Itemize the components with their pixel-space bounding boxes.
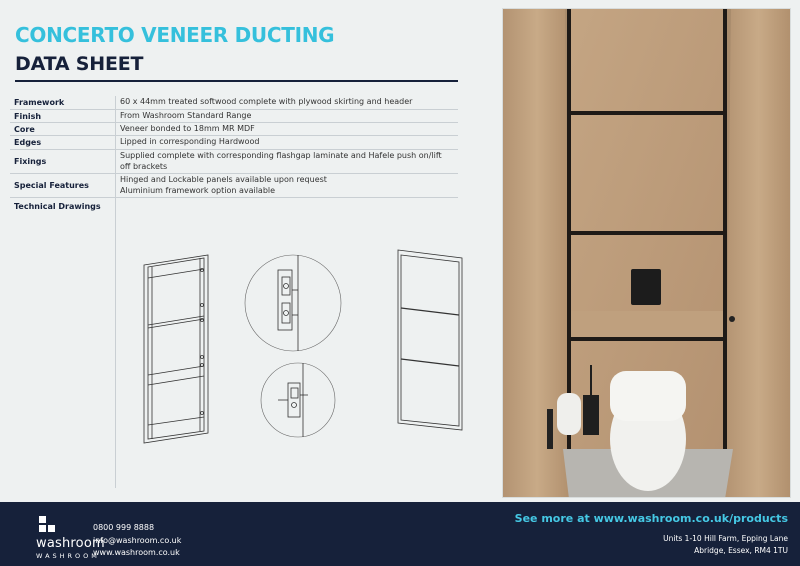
spec-label: Fixings xyxy=(10,150,116,173)
spec-value-text: From Washroom Standard Range xyxy=(120,110,252,120)
spec-row-edges xyxy=(10,136,458,150)
spec-value-text: Lipped in corresponding Hardwood xyxy=(120,137,260,147)
footer xyxy=(0,502,800,566)
spec-label: Technical Drawings xyxy=(10,198,116,488)
spec-row-fixings xyxy=(10,150,458,174)
spec-value xyxy=(116,123,458,135)
frame-elevation-drawing xyxy=(144,255,208,443)
website-link[interactable]: www.washroom.co.uk xyxy=(93,548,180,557)
spec-row-framework xyxy=(10,96,458,110)
spec-label: Edges xyxy=(10,136,116,149)
spec-value xyxy=(116,110,458,122)
spec-value-text: 60 x 44mm treated softwood complete with plywood skirting and header xyxy=(120,97,413,107)
email-link[interactable]: info@washroom.co.uk xyxy=(93,535,182,545)
title-divider xyxy=(15,80,458,82)
logo-text: washroom xyxy=(36,536,105,551)
spec-value-text: off brackets xyxy=(120,161,168,171)
spec-row-core xyxy=(10,123,458,136)
page-subtitle: DATA SHEET xyxy=(15,53,144,75)
spec-label: Finish xyxy=(10,110,116,122)
spec-value-text: Supplied complete with corresponding flashgap laminate and Hafele push on/lift xyxy=(120,151,442,160)
address-block xyxy=(663,533,788,556)
see-more-link[interactable]: See more at www.washroom.co.uk/products xyxy=(514,512,788,525)
address-line: Units 1-10 Hill Farm, Epping Lane xyxy=(663,534,788,543)
spec-value xyxy=(116,150,458,173)
spec-value-text: Hinged and Lockable panels available upon request xyxy=(120,175,327,184)
spec-label: Core xyxy=(10,123,116,135)
spec-value xyxy=(116,96,458,109)
spec-row-finish xyxy=(10,110,458,123)
product-photo xyxy=(502,8,791,498)
washroom-logo-icon xyxy=(37,514,57,534)
spec-value-text: Aluminium framework option available xyxy=(120,185,276,195)
page-title: CONCERTO VENEER DUCTING xyxy=(15,23,335,47)
bracket-section-drawing xyxy=(261,363,335,437)
panel-elevation-drawing xyxy=(398,250,462,430)
contact-block xyxy=(93,522,181,560)
bracket-detail-drawing xyxy=(245,255,341,351)
address-line: Abridge, Essex, RM4 1TU xyxy=(694,545,788,555)
veneer-ducting-photo xyxy=(503,9,791,498)
spec-value-text: Veneer bonded to 18mm MR MDF xyxy=(120,123,255,133)
spec-value xyxy=(116,174,458,197)
logo-subtext: WASHROOM xyxy=(36,552,100,560)
spec-value xyxy=(116,136,458,149)
spec-label: Special Features xyxy=(10,174,116,197)
technical-drawings xyxy=(128,245,468,445)
spec-row-special-features xyxy=(10,174,458,198)
spec-label: Framework xyxy=(10,96,116,109)
phone-number[interactable]: 0800 999 8888 xyxy=(93,523,155,532)
